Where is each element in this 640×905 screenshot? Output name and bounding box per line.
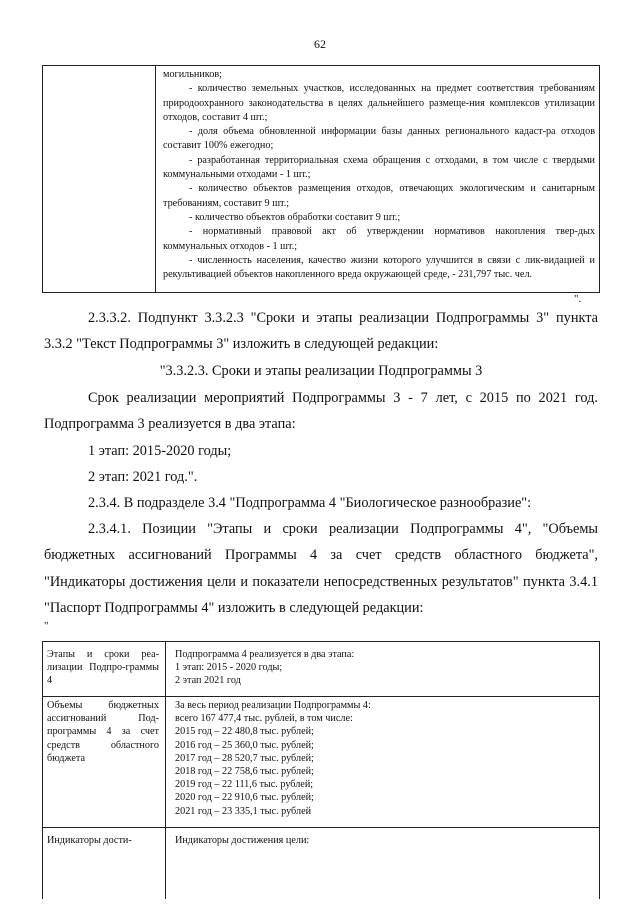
table-line: 2017 год – 28 520,7 тыс. рублей;	[175, 752, 314, 764]
closing-quote: ".	[574, 293, 582, 305]
table-line: Индикаторы достижения цели:	[175, 835, 310, 846]
table-line: За весь период реализации Подпрограммы 4:	[175, 700, 371, 711]
page-number: 62	[314, 37, 326, 51]
row-label-stages: Этапы и сроки реа-лизации Подпро-граммы 4	[47, 649, 159, 687]
table-line: - нормативный правовой акт об утверждении нормативов накопления твер-дых коммунальных отходов - 1 шт.;	[163, 226, 595, 252]
passport-table	[42, 641, 600, 899]
paragraph-2-3-4-1: 2.3.4.1. Позиции "Этапы и сроки реализации Подпрограммы 4", "Объемы бюджетных ассигнований Программы 4 за счет средств областного бюджета", "Индикаторы достижения цели и показатели непосредственных результатов" пункта 3.4.1 "Паспорт Подпрограммы 4" изложить в следующей редакции:	[44, 521, 598, 616]
row-label-budget: Объемы бюджетных ассигнований Под-программы 4 за счет средств областного бюджета	[47, 700, 159, 764]
table-line: 2016 год – 25 360,0 тыс. рублей;	[175, 739, 314, 751]
table-line: - разработанная территориальная схема обращения с отходами, в том числе с твердыми коммунальными отходами - 1 шт.;	[163, 154, 595, 181]
table-line: всего 167 477,4 тыс. рублей, в том числе:	[175, 713, 353, 725]
table-column-divider	[155, 66, 156, 292]
table-line: могильников;	[163, 69, 222, 80]
table-line: 2020 год – 22 910,6 тыс. рублей;	[175, 792, 314, 804]
table-line: - количество объектов обработки составит 9 шт.;	[189, 211, 401, 223]
table-line: 2015 год – 22 480,8 тыс. рублей;	[175, 726, 314, 738]
table-line: 2 этап 2021 год	[175, 675, 241, 687]
table-line: - количество объектов размещения отходов, отвечающих экологическим и санитарным требованиям, составит 9 шт.;	[163, 183, 595, 209]
row-value-indicators	[175, 834, 595, 847]
table-line: - численность населения, качество жизни которого улучшится в связи с лик-видацией и рекультивацией объектов накопленного вреда окружающей среде, - 231,797 тыс. чел.	[163, 254, 595, 281]
row-label-indicators: Индикаторы дости-	[47, 835, 132, 846]
stage-1: 1 этап: 2015-2020 годы;	[88, 443, 232, 459]
table-continuation	[42, 65, 600, 293]
paragraph-2-3-4: 2.3.4. В подразделе 3.4 "Подпрограмма 4 "Биологическое разнообразие":	[88, 495, 532, 511]
table-line: Подпрограмма 4 реализуется в два этапа:	[175, 649, 355, 660]
paragraph-2-3-3-2: 2.3.3.2. Подпункт 3.3.2.3 "Сроки и этапы реализации Подпрограммы 3" пункта 3.3.2 "Текст Подпрограммы 3" изложить в следующей редакции:	[44, 310, 598, 353]
stage-2: 2 этап: 2021 год.".	[88, 469, 198, 485]
table-line: 2021 год – 23 335,1 тыс. рублей	[175, 805, 312, 817]
table-column-divider	[165, 642, 166, 899]
section-heading: "3.3.2.3. Сроки и этапы реализации Подпрограммы 3	[159, 363, 483, 379]
table-cell-indicators	[163, 68, 595, 282]
table-line: 2018 год – 22 758,6 тыс. рублей;	[175, 766, 314, 778]
row-divider	[43, 827, 599, 828]
paragraph-term: Срок реализации мероприятий Подпрограммы 3 - 7 лет, с 2015 по 2021 год. Подпрограмма 3 реализуется в два этапа:	[44, 390, 598, 433]
row-divider	[43, 696, 599, 697]
row-value-stages	[175, 648, 595, 688]
table-line: 2019 год – 22 111,6 тыс. рублей;	[175, 779, 314, 791]
table-line: - доля объема обновленной информации базы данных регионального кадаст-ра отходов составит 100% ежегодно;	[163, 126, 595, 152]
table-line: 1 этап: 2015 - 2020 годы;	[175, 662, 283, 674]
table-line: - количество земельных участков, исследованных на предмет соответствия требованиям природоохранного законодательства в целях дальнейшего размеще-ния комплексов утилизации отходов, составит 4 шт.;	[163, 83, 595, 123]
opening-quote: "	[44, 620, 49, 632]
row-value-budget	[175, 699, 595, 818]
